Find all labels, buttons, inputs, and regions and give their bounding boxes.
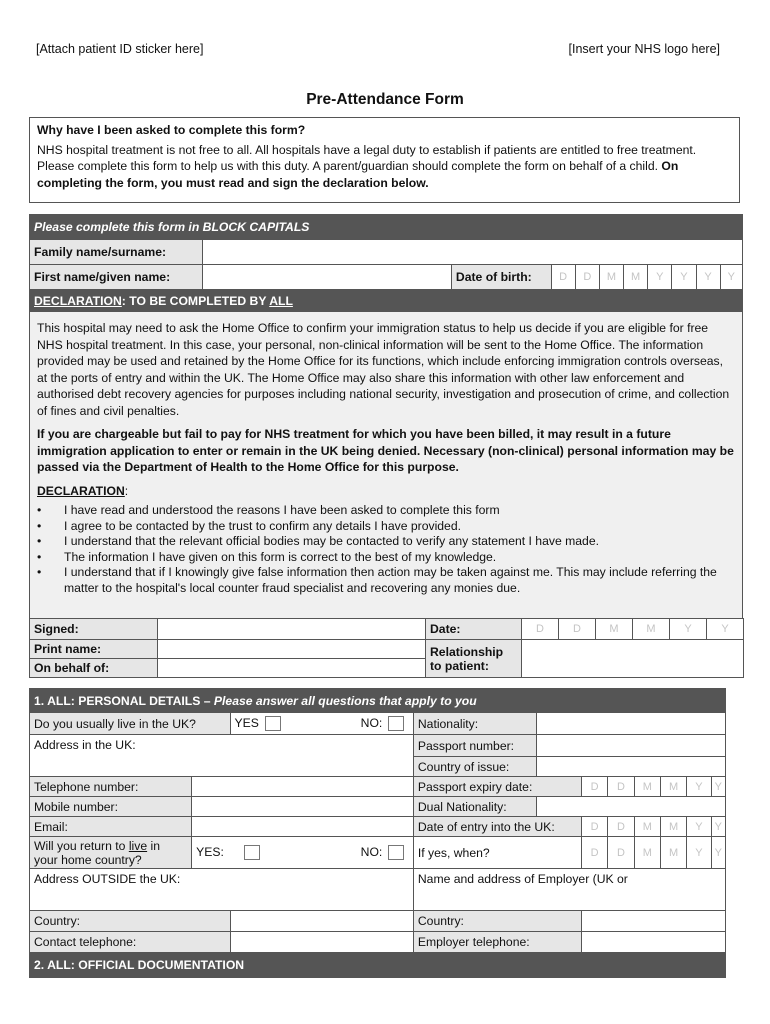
mobile-label: Mobile number:	[30, 797, 192, 817]
family-name-label: Family name/surname:	[30, 240, 203, 265]
declaration-body	[29, 312, 743, 618]
address-uk-field[interactable]: Address in the UK:	[30, 735, 414, 777]
relationship-label: Relationship to patient:	[426, 640, 522, 678]
return-date-digit[interactable]: M	[660, 837, 686, 869]
return-home-no: NO:	[357, 837, 414, 869]
nationality-field[interactable]	[537, 713, 726, 735]
employer-telephone-field[interactable]	[581, 932, 725, 953]
employer-field[interactable]: Name and address of Employer (UK or	[413, 869, 725, 911]
section1-heading: 1. ALL: PERSONAL DETAILS – Please answer all questions that apply to you	[30, 689, 726, 713]
passport-expiry-label: Passport expiry date:	[413, 777, 581, 797]
return-date-digit[interactable]: Y	[711, 837, 725, 869]
declaration-item: • I understand that if I knowingly give false information then action may be taken against me. This may include referring the matter to the hospital's local counter fraud specialist and recovering any monies due.	[37, 565, 735, 596]
return-home-yes: YES:	[192, 837, 357, 869]
first-name-field[interactable]	[203, 265, 452, 290]
nationality-label: Nationality:	[413, 713, 537, 735]
section2-heading: 2. ALL: OFFICIAL DOCUMENTATION	[30, 953, 726, 978]
passport-expiry-digit[interactable]: Y	[687, 777, 711, 797]
country-issue-label: Country of issue:	[413, 757, 537, 777]
live-uk-no-checkbox[interactable]	[388, 716, 404, 731]
nhs-logo-placeholder: [Insert your NHS logo here]	[568, 42, 720, 56]
block-capitals-heading: Please complete this form in BLOCK CAPITALS	[30, 215, 743, 240]
date-label: Date:	[426, 619, 522, 640]
declaration-item: • I agree to be contacted by the trust to confirm any details I have provided.	[37, 519, 735, 535]
personal-details-table	[29, 688, 726, 978]
date-digit[interactable]: Y	[670, 619, 707, 640]
passport-number-field[interactable]	[537, 735, 726, 757]
dob-digit[interactable]: Y	[648, 265, 672, 290]
on-behalf-label: On behalf of:	[30, 659, 158, 678]
telephone-field[interactable]	[192, 777, 414, 797]
contact-telephone-field[interactable]	[230, 932, 413, 953]
date-entry-digit[interactable]: M	[634, 817, 660, 837]
declaration-paragraph: This hospital may need to ask the Home Office to confirm your immigration status to help us decide if you are eligible for free NHS hospital treatment. In this case, your personal, non-clinical information will be sent to the Home Office. The information provided may be used and retained by the Home Office for its functions, which include enforcing immigration controls overseas, at the ports of entry and within the UK. The Home Office may also share this information with other law enforcement and authorised debt recovery agencies for purposes including national security, investigation and prosecution of crime, and collection of fines and civil penalties.	[37, 321, 730, 418]
date-entry-label: Date of entry into the UK:	[413, 817, 581, 837]
country-outside-field[interactable]	[230, 911, 413, 932]
declaration-list	[37, 503, 735, 596]
passport-expiry-digit[interactable]: D	[581, 777, 607, 797]
dob-digit[interactable]: D	[575, 265, 599, 290]
live-uk-yes-checkbox[interactable]	[265, 716, 281, 731]
employer-country-label: Country:	[413, 911, 581, 932]
dob-digit[interactable]: Y	[696, 265, 720, 290]
date-digit[interactable]: M	[633, 619, 670, 640]
passport-number-label: Passport number:	[413, 735, 537, 757]
date-entry-digit[interactable]: M	[660, 817, 686, 837]
dual-nationality-label: Dual Nationality:	[413, 797, 537, 817]
email-field[interactable]	[192, 817, 414, 837]
date-entry-digit[interactable]: Y	[687, 817, 711, 837]
address-outside-field[interactable]: Address OUTSIDE the UK:	[30, 869, 414, 911]
live-uk-label: Do you usually live in the UK?	[30, 713, 231, 735]
intro-question: Why have I been asked to complete this form?	[37, 123, 306, 137]
relationship-field[interactable]	[522, 640, 744, 678]
telephone-label: Telephone number:	[30, 777, 192, 797]
signature-table	[29, 618, 744, 678]
mobile-field[interactable]	[192, 797, 414, 817]
return-home-label: Will you return to live in your home country?	[30, 837, 192, 869]
return-home-yes-checkbox[interactable]	[244, 845, 260, 860]
print-name-field[interactable]	[158, 640, 426, 659]
dob-label: Date of birth:	[451, 265, 551, 290]
date-entry-digit[interactable]: Y	[711, 817, 725, 837]
family-name-field[interactable]	[203, 240, 743, 265]
employer-telephone-label: Employer telephone:	[413, 932, 581, 953]
date-digit[interactable]: M	[596, 619, 633, 640]
dob-digit[interactable]: D	[551, 265, 575, 290]
return-date-digit[interactable]: M	[634, 837, 660, 869]
first-name-label: First name/given name:	[30, 265, 203, 290]
on-behalf-field[interactable]	[158, 659, 426, 678]
declaration-item: • I have read and understood the reasons I have been asked to complete this form	[37, 503, 735, 519]
date-entry-digit[interactable]: D	[608, 817, 634, 837]
declaration-item: • I understand that the relevant official bodies may be contacted to verify any statement I have made.	[37, 534, 735, 550]
patient-name-table	[29, 214, 743, 313]
page-title: Pre-Attendance Form	[306, 91, 464, 108]
country-outside-label: Country:	[30, 911, 231, 932]
dual-nationality-field[interactable]	[537, 797, 726, 817]
intro-box	[29, 117, 740, 203]
declaration-label: DECLARATION:	[37, 483, 129, 498]
dob-digit[interactable]: Y	[720, 265, 742, 290]
dob-digit[interactable]: M	[624, 265, 648, 290]
print-name-label: Print name:	[30, 640, 158, 659]
employer-country-field[interactable]	[581, 911, 725, 932]
dob-digit[interactable]: Y	[672, 265, 696, 290]
return-date-digit[interactable]: Y	[687, 837, 711, 869]
passport-expiry-digit[interactable]: M	[634, 777, 660, 797]
live-uk-yes: YES	[230, 713, 357, 735]
declaration-item: • The information I have given on this form is correct to the best of my knowledge.	[37, 550, 735, 566]
date-digit[interactable]: Y	[707, 619, 744, 640]
return-date-digit[interactable]: D	[608, 837, 634, 869]
email-label: Email:	[30, 817, 192, 837]
patient-sticker-placeholder: [Attach patient ID sticker here]	[36, 42, 204, 56]
signature-field[interactable]	[158, 619, 426, 640]
date-entry-digit[interactable]: D	[581, 817, 607, 837]
if-yes-label: If yes, when?	[413, 837, 581, 869]
country-issue-field[interactable]	[537, 757, 726, 777]
dob-digit[interactable]: M	[599, 265, 623, 290]
passport-expiry-digit[interactable]: Y	[711, 777, 725, 797]
declaration-warning: If you are chargeable but fail to pay for NHS treatment for which you have been billed, it may result in a future immigration application to enter or remain in the UK being denied. Necessary (non-clinical) personal information may be passed via the Department of Health to the Home Office for this purpose.	[37, 427, 734, 474]
return-home-no-checkbox[interactable]	[388, 845, 404, 860]
signed-label: Signed:	[30, 619, 158, 640]
live-uk-no: NO:	[357, 713, 414, 735]
date-digit[interactable]: D	[522, 619, 559, 640]
date-digit[interactable]: D	[559, 619, 596, 640]
intro-text: NHS hospital treatment is not free to all. All hospitals have a legal duty to establish if patients are entitled to free treatment. Please complete this form to help us with this duty. A parent/guardian should complete the form on behalf of a child. On completing the form, you must read and sign the declaration below.	[37, 142, 697, 190]
passport-expiry-digit[interactable]: D	[608, 777, 634, 797]
contact-telephone-label: Contact telephone:	[30, 932, 231, 953]
return-date-digit[interactable]: D	[581, 837, 607, 869]
passport-expiry-digit[interactable]: M	[660, 777, 686, 797]
declaration-heading: DECLARATION: TO BE COMPLETED BY ALL	[30, 290, 743, 313]
